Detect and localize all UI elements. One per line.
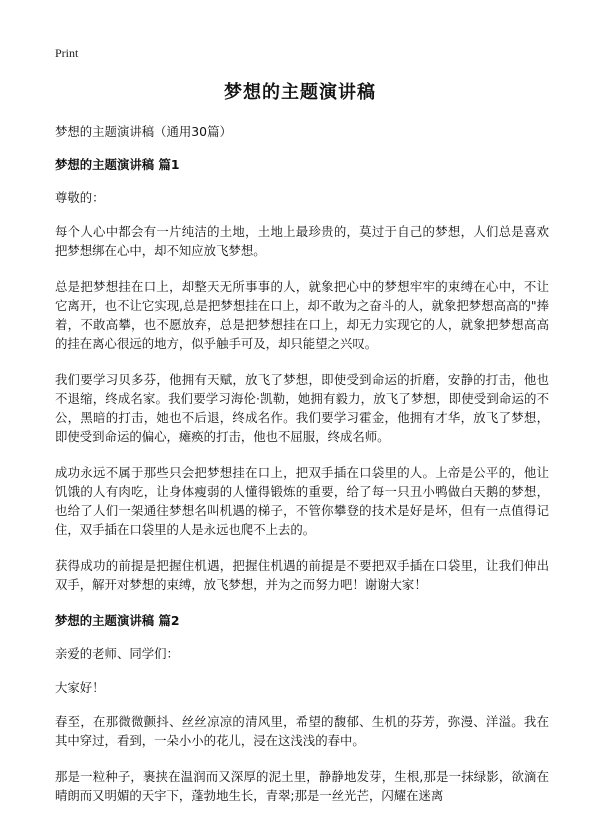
document-subtitle: 梦想的主题演讲稿（通用30篇） [55,124,232,139]
paragraph: 那是一粒种子，裹挟在温润而又深厚的泥土里，静静地发芽，生根,那是一抹绿影，欲滴在晴朗而又明媚的天宇下，蓬勃地生长，青翠;那是一丝光芒，闪耀在迷离 [55,769,549,803]
document-body [55,122,549,822]
paragraph: 我们要学习贝多芬，他拥有天赋，放飞了梦想，即使受到命运的折磨，安静的打击，他也不退缩，终成名家。我们要学习海伦·凯勒，她拥有毅力，放飞了梦想，即使受到命运的不公，黑暗的打击，她也不后退，终成名作。我们要学习霍金，他拥有才华，放飞了梦想，即使受到命运的偏心，瘫痪的打击，他也不屈服，终成名师。 [55,372,549,444]
print-label: Print [55,46,79,60]
paragraph: 每个人心中都会有一片纯洁的土地，土地上最珍贵的，莫过于自己的梦想，人们总是喜欢把梦想绑在心中，却不知应放飞梦想。 [55,224,549,258]
section-heading: 梦想的主题演讲稿 篇2 [55,613,180,628]
page-title: 梦想的主题演讲稿 [224,82,376,103]
section-heading: 梦想的主题演讲稿 篇1 [55,157,180,172]
section-greeting: 尊敬的： [55,190,105,205]
paragraph: 春至，在那微微颤抖、丝丝凉凉的清风里，希望的馥郁、生机的芬芳，弥漫、洋溢。我在其中穿过，看到，一朵小小的花儿，浸在这浅浅的春中。 [55,714,549,748]
section-greeting: 亲爱的老师、同学们： [55,646,179,661]
section-salutation: 大家好！ [55,680,105,695]
paragraph: 获得成功的前提是把握住机遇，把握住机遇的前提是不要把双手插在口袋里，让我们伸出双手，解开对梦想的束缚，放飞梦想，并为之而努力吧！谢谢大家！ [55,558,549,592]
paragraph: 成功永远不属于那些只会把梦想挂在口上，把双手插在口袋里的人。上帝是公平的，他让饥饿的人有肉吃，让身体瘦弱的人懂得锻炼的重要，给了每一只丑小鸭做白天鹅的梦想，也给了人们一架通往梦想名叫机遇的梯子，不管你攀登的技术是好是坏，但有一点值得记住，双手插在口袋里的人是永远也爬不上去的。 [55,465,549,537]
paragraph: 总是把梦想挂在口上，却整天无所事事的人，就象把心中的梦想牢牢的束缚在心中，不让它离开，也不让它实现,总是把梦想挂在口上，却不敢为之奋斗的人，就象把梦想高高的"捧着，不敢高攀，也不愿放弃，总是把梦想挂在口上，却无力实现它的人，就象把梦想高高的挂在离心很远的地方，似乎触手可及，却只能望之兴叹。 [55,279,549,351]
